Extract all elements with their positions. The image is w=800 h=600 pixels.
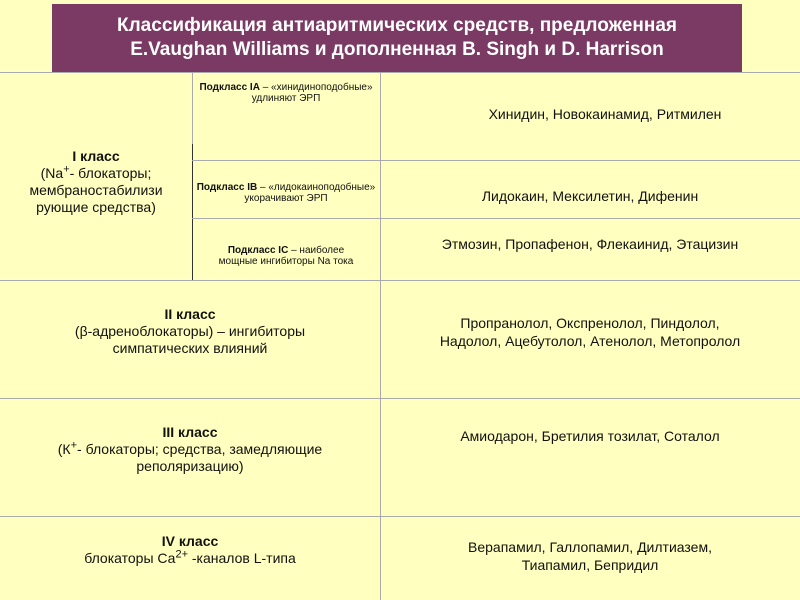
title-line-1: Классификация антиаритмических средств, предложенная <box>117 15 677 36</box>
class1-desc-line2: мембраностабилизи <box>29 182 163 198</box>
class2-drugs-line1: Пропранолол, Окспренолол, Пиндолол, <box>460 315 720 331</box>
subclass-ia-desc2: удлиняют ЭРП <box>251 93 321 104</box>
class1-desc-line3: рующие средства) <box>36 199 156 215</box>
class3-desc-pre: (К <box>57 440 71 457</box>
class2-name: II класс <box>164 305 216 322</box>
row3-bottom-divider <box>0 516 800 517</box>
col1-divider-dark <box>192 144 193 280</box>
class1-desc-sup: + <box>63 163 70 176</box>
row1-bottom-divider <box>0 280 800 281</box>
class4-drugs-line1: Верапамил, Галлопамил, Дилтиазем, <box>468 539 712 555</box>
class3-name: III класс <box>162 423 218 440</box>
subclass-ic-desc2: мощные ингибиторы Na тока <box>218 256 354 267</box>
class4-desc-sup: 2+ <box>175 548 188 561</box>
class1-name: I класс <box>72 148 120 164</box>
table-top-border <box>0 72 800 73</box>
subclass-ib-desc1: – «лидокаиноподобные» <box>257 182 376 193</box>
class4-drugs <box>380 536 800 576</box>
subclass-ia-drugs: Хинидин, Новокаинамид, Ритмилен <box>488 106 722 122</box>
subclass-ia-cell <box>196 82 376 142</box>
class4-drugs-line2: Тиапамил, Бепридил <box>521 557 659 573</box>
class2-drugs-line2: Надолол, Ацебутолол, Атенолол, Метопролол <box>439 333 741 349</box>
subclass-ic-cell <box>196 238 376 274</box>
class1-desc-post: - блокаторы; <box>69 165 152 181</box>
subclass-ib-drugs: Лидокаин, Мексилетин, Дифенин <box>481 188 699 204</box>
class4-desc-pre: блокаторы Са <box>84 550 176 566</box>
row-ia-ib-divider <box>192 160 800 161</box>
slide-title <box>52 4 742 72</box>
class3-drugs: Амиодарон, Бретилия тозилат, Соталол <box>460 428 720 444</box>
class1-desc-pre: (Na <box>40 165 64 181</box>
classification-table <box>0 72 800 600</box>
class3-desc-sup: + <box>70 438 78 451</box>
class4-name: IV класс <box>161 533 219 549</box>
subclass-ib-desc2: укорачивают ЭРП <box>244 193 328 204</box>
subclass-ib-name: Подкласс IB <box>196 182 258 193</box>
subclass-ic-drugs: Этмозин, Пропафенон, Флекаинид, Этацизин <box>441 236 739 252</box>
title-line-2: E.Vaughan Williams и дополненная B. Singh и D. Harrison <box>130 39 664 60</box>
class3-desc-post: - блокаторы; средства, замедляющие <box>77 440 323 457</box>
class4-cell <box>0 530 380 570</box>
class2-drugs <box>380 312 800 352</box>
row-ib-ic-divider <box>192 218 800 219</box>
class3-cell <box>0 422 380 476</box>
subclass-ic-name: Подкласс IC <box>227 245 289 256</box>
subclass-ic-desc1: – наиболее <box>288 245 345 256</box>
subclass-ia-name: Подкласс IA <box>199 82 260 93</box>
subclass-ia-desc1: – «хинидиноподобные» <box>259 82 373 93</box>
class3-desc2: реполяризацию) <box>136 457 244 474</box>
subclass-ib-cell <box>196 168 376 218</box>
class1-cell <box>0 132 192 232</box>
class2-desc2: симпатических влияний <box>112 339 268 356</box>
row2-bottom-divider <box>0 398 800 399</box>
class4-desc-post: -каналов L-типа <box>188 550 296 566</box>
class2-cell <box>0 304 380 358</box>
class2-desc1: (β-адреноблокаторы) – ингибиторы <box>74 322 306 339</box>
